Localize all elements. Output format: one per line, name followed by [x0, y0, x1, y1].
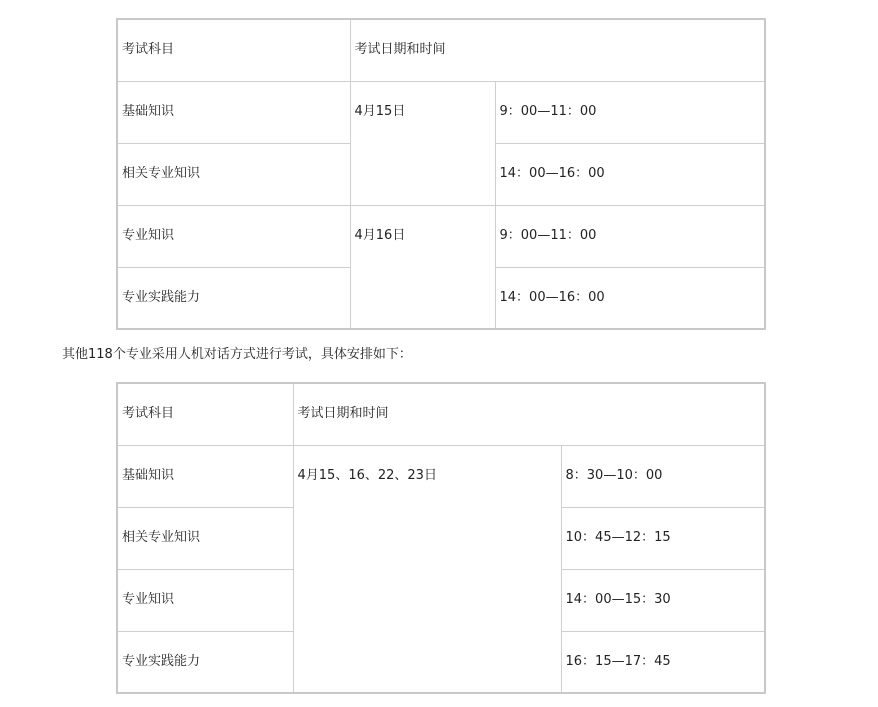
header-subject: 考试科目	[117, 383, 293, 445]
subject-cell: 相关专业知识	[117, 143, 350, 205]
subject-cell: 相关专业知识	[117, 507, 293, 569]
subject-cell: 基础知识	[117, 81, 350, 143]
exam-schedule-table-paper	[116, 18, 766, 330]
table-row	[117, 205, 765, 267]
table-header-row	[117, 19, 765, 81]
time-cell: 10：45—12：15	[561, 507, 765, 569]
date-cell: 4月16日	[350, 205, 495, 329]
time-cell: 14：00—16：00	[495, 267, 765, 329]
header-datetime: 考试日期和时间	[293, 383, 765, 445]
subject-cell: 专业实践能力	[117, 631, 293, 693]
time-cell: 9：00—11：00	[495, 205, 765, 267]
table-row	[117, 81, 765, 143]
intro-paragraph: 其他118个专业采用人机对话方式进行考试，具体安排如下：	[62, 347, 412, 362]
time-cell: 14：00—15：30	[561, 569, 765, 631]
time-cell: 14：00—16：00	[495, 143, 765, 205]
header-subject: 考试科目	[117, 19, 350, 81]
subject-cell: 专业知识	[117, 205, 350, 267]
exam-schedule-table-computer	[116, 382, 766, 694]
subject-cell: 专业实践能力	[117, 267, 350, 329]
time-cell: 9：00—11：00	[495, 81, 765, 143]
date-cell: 4月15日	[350, 81, 495, 205]
header-datetime: 考试日期和时间	[350, 19, 765, 81]
time-cell: 16：15—17：45	[561, 631, 765, 693]
subject-cell: 基础知识	[117, 445, 293, 507]
date-cell: 4月15、16、22、23日	[293, 445, 561, 693]
table-row	[117, 445, 765, 507]
time-cell: 8：30—10：00	[561, 445, 765, 507]
table-header-row	[117, 383, 765, 445]
subject-cell: 专业知识	[117, 569, 293, 631]
